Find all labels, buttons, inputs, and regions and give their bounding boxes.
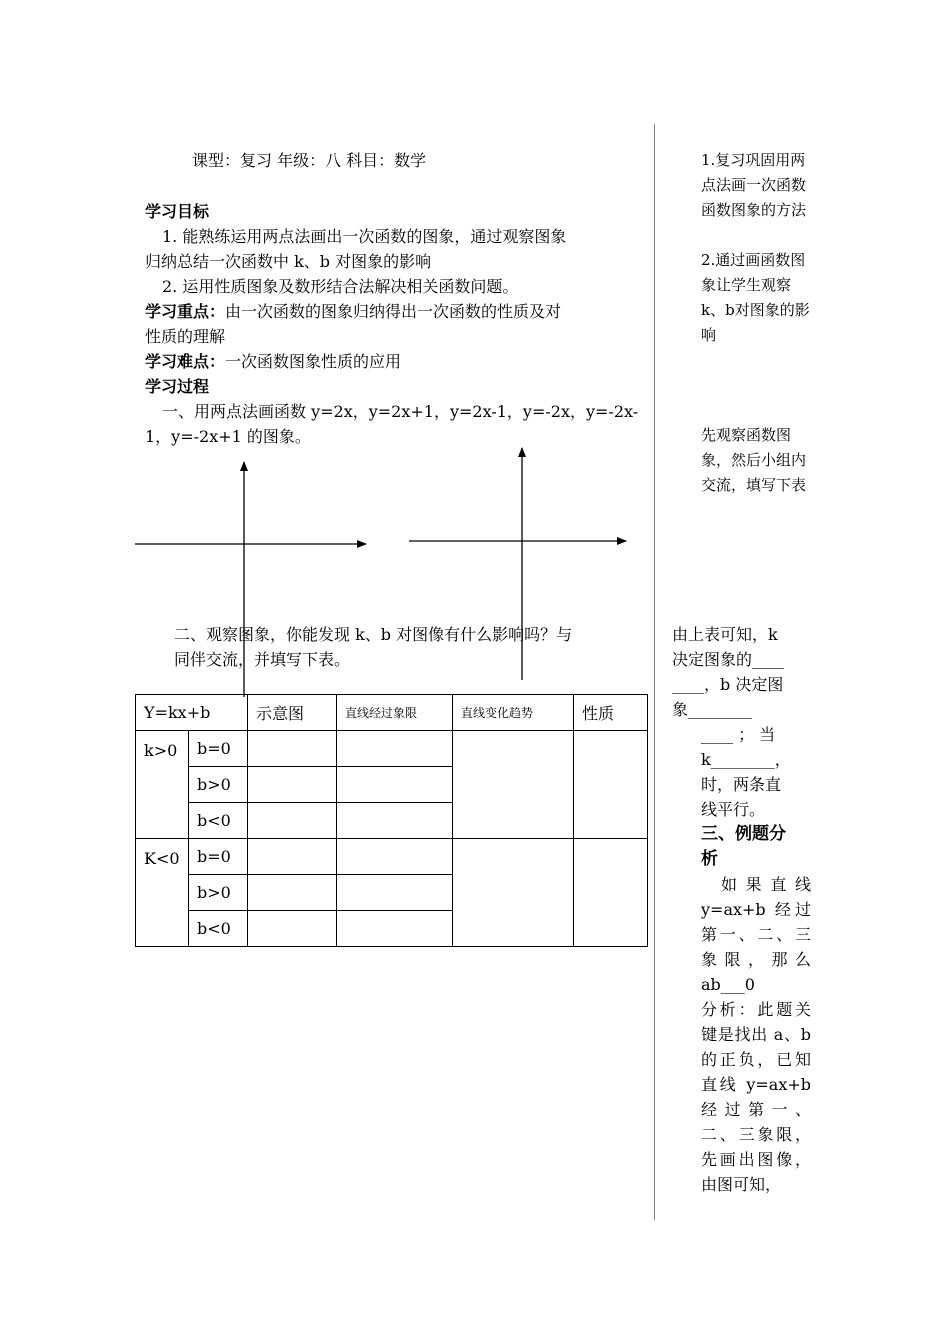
difficulty-text: 一次函数图象性质的应用 — [225, 352, 402, 371]
k-negative-label: K<0 — [136, 839, 189, 947]
example-heading-line-2: 析 — [701, 849, 718, 869]
b-label: b=0 — [189, 731, 248, 767]
analysis-text: 分析：此题关键是找出 a、b 的正负，已知直线 y=ax+b 经过第一、二、三象限，先画出图像，由图可知， — [701, 1000, 811, 1194]
key-point-line2: 性质的理解 — [145, 327, 226, 346]
example-text: 如果直线 y=ax+b 经过第一、二、三象限，那么 ab___0 — [701, 875, 811, 994]
conclusion-line-8: 线平行。 — [701, 800, 766, 819]
conclusion-line-3: ____，b 决定图 — [672, 675, 784, 694]
b-label: b>0 — [189, 875, 248, 911]
sidebar-note-3: 先观察函数图象，然后小组内交流，填写下表 — [701, 426, 807, 494]
table-header-quadrants: 直线经过象限 — [337, 695, 453, 731]
table-header-function: Y=kx+b — [136, 695, 248, 731]
key-point-text: 由一次函数的图象归纳得出一次函数的性质及对 — [225, 302, 562, 321]
objective-1-line1: 1. 能熟练运用两点法画出一次函数的图象，通过观察图象 — [162, 227, 567, 246]
difficulty-label: 学习难点： — [145, 352, 226, 371]
conclusion-line-1: 由上表可知，k — [672, 625, 778, 644]
objective-2: 2. 运用性质图象及数形结合法解决相关函数问题。 — [162, 277, 519, 296]
step2-line2: 同伴交流，并填写下表。 — [174, 650, 351, 669]
sidebar-note-2: 2.通过画函数图象让学生观察k、b对图象的影响 — [701, 251, 810, 344]
b-label: b<0 — [189, 803, 248, 839]
conclusion-line-5: ____ ； 当 — [701, 725, 776, 744]
k-positive-label: k>0 — [136, 731, 189, 839]
course-info: 课型：复习 年级：八 科目：数学 — [192, 151, 427, 170]
conclusion-line-2: 决定图象的____ — [672, 650, 785, 669]
key-point-label: 学习重点： — [145, 302, 226, 321]
b-label: b>0 — [189, 767, 248, 803]
table-header-trend: 直线变化趋势 — [453, 695, 574, 731]
step1-line2: 1，y=-2x+1 的图象。 — [145, 427, 311, 446]
column-divider — [654, 124, 655, 1220]
objectives-heading: 学习目标 — [145, 202, 210, 221]
example-heading-line-1: 三、例题分 — [701, 824, 786, 844]
conclusion-line-4: 象________ — [672, 700, 753, 719]
sidebar-note-1: 1.复习巩固用两点法画一次函数函数图象的方法 — [701, 151, 807, 219]
b-label: b<0 — [189, 911, 248, 947]
conclusion-line-6: k________， — [701, 750, 791, 769]
b-label: b=0 — [189, 839, 248, 875]
objective-1-line2: 归纳总结一次函数中 k、b 对图象的影响 — [145, 252, 432, 271]
step1-line1: 一、用两点法画函数 y=2x，y=2x+1，y=2x-1，y=-2x，y=-2x- — [162, 402, 639, 421]
conclusion-line-7: 时，两条直 — [701, 775, 782, 794]
process-heading: 学习过程 — [145, 377, 210, 396]
step2-line1: 二、观察图象，你能发现 k、b 对图像有什么影响吗？与 — [174, 625, 573, 644]
table-header-property: 性质 — [574, 695, 648, 731]
table-header-sketch: 示意图 — [248, 695, 337, 731]
